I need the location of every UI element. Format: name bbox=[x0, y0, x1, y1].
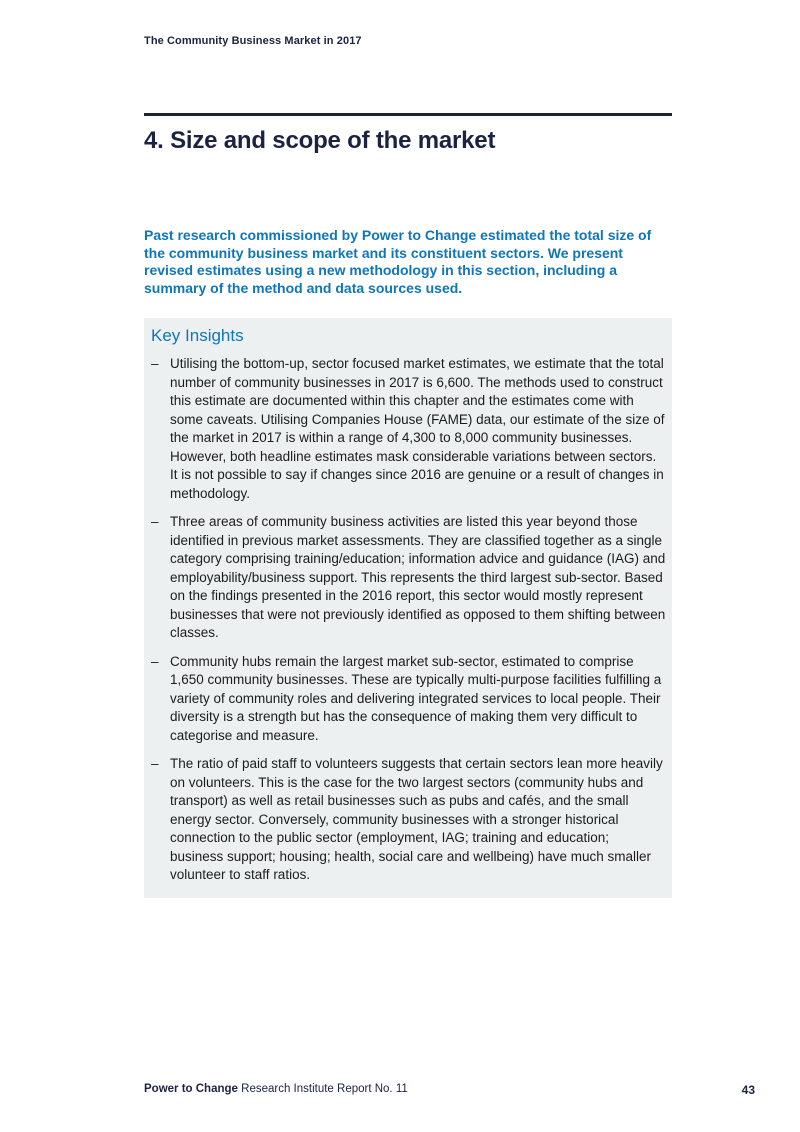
bullet-text: Community hubs remain the largest market sub-sector, estimated to comprise 1,650 community businesses. These are typically multi-purpose facilities fulfilling a variety of community roles and delivering integrated services to local people. Their diversity is a strength but has the consequence of making them very difficult to categorise and measure. bbox=[170, 653, 662, 743]
list-item bbox=[151, 653, 666, 746]
bullet-text: The ratio of paid staff to volunteers suggests that certain sectors lean more heavily on volunteers. This is the case for the two largest sectors (community hubs and transport) as well as retail businesses such as pubs and cafés, and the small energy sector. Conversely, community businesses with a stronger historical connection to the public sector (employment, IAG; training and education; business support; housing; health, social care and wellbeing) have much smaller volunteer to staff ratios. bbox=[170, 756, 663, 882]
bullet-dash: – bbox=[151, 356, 159, 371]
bullet-text: Utilising the bottom-up, sector focused market estimates, we estimate that the total number of community businesses in 2017 is 6,600. The methods used to construct this estimate are documented within this chapter and the estimates come with some caveats. Utilising Companies House (FAME) data, our estimate of the size of the market in 2017 is within a range of 4,300 to 8,000 community businesses. However, both headline estimates mask considerable variations between sectors. It is not possible to say if changes since 2016 are genuine or a result of changes in methodology. bbox=[170, 356, 665, 501]
list-item bbox=[151, 755, 666, 885]
page-number: 43 bbox=[741, 1083, 755, 1097]
bullet-dash: – bbox=[151, 756, 159, 771]
bullet-dash: – bbox=[151, 653, 159, 669]
bullet-text: Three areas of community business activities are listed this year beyond those identified in previous market assessments. They are classified together as a single category comprising training/education; information advice and guidance (IAG) and employability/business support. This represents the third largest sub-sector. Based on the findings presented in the 2016 report, this sector would mostly represent businesses that were not previously identified as opposed to them shifting between classes. bbox=[170, 514, 666, 640]
page-footer bbox=[144, 1083, 408, 1095]
section-title: 4. Size and scope of the market bbox=[144, 127, 496, 154]
list-item bbox=[151, 355, 666, 503]
intro-paragraph: Past research commissioned by Power to Change estimated the total size of the community business market and its constituent sectors. We present revised estimates using a new methodology in this section, including a summary of the method and data sources used. bbox=[144, 227, 652, 296]
list-item bbox=[151, 513, 666, 643]
section-title-rule bbox=[144, 113, 672, 116]
key-insights-list bbox=[151, 355, 666, 885]
bullet-dash: – bbox=[151, 514, 159, 529]
footer-brand: Power to Change bbox=[144, 1083, 238, 1095]
running-header-title: The Community Business Market in 2017 bbox=[144, 35, 362, 47]
footer-report-title: Research Institute Report No. 11 bbox=[241, 1083, 408, 1095]
key-insights-title: Key Insights bbox=[151, 326, 244, 345]
key-insights-box bbox=[144, 318, 672, 898]
